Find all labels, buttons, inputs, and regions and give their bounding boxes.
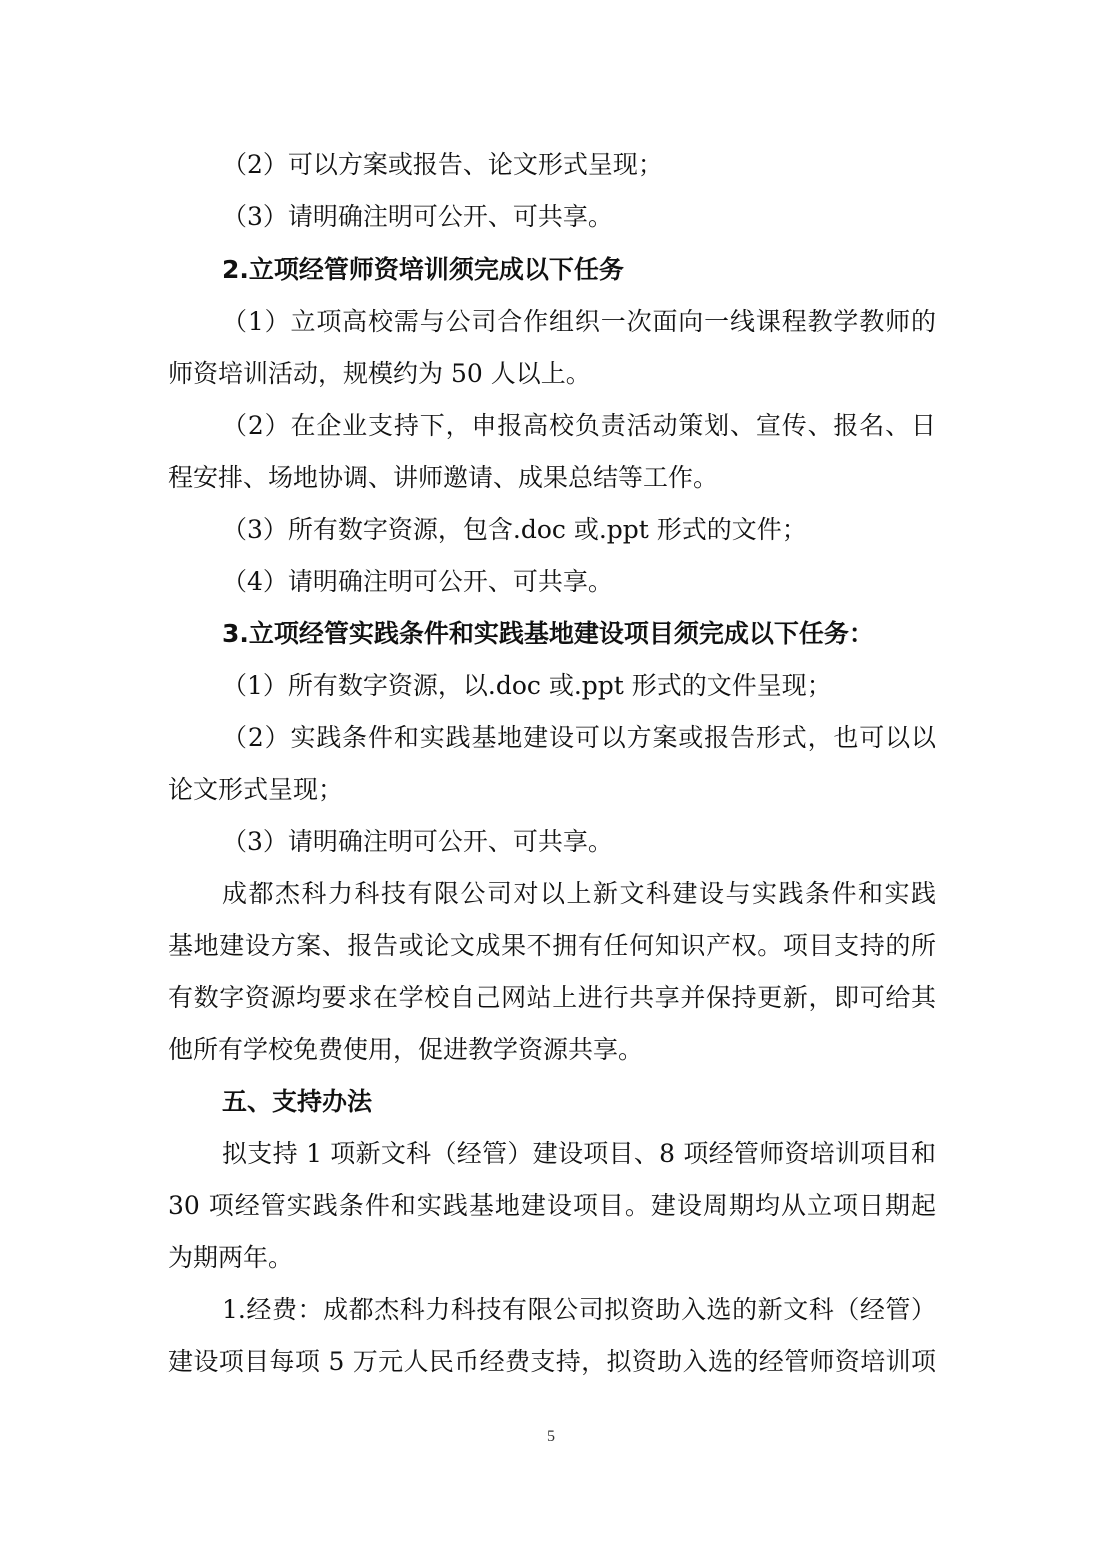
paragraph-line: 1.经费：成都杰科力科技有限公司拟资助入选的新文科（经管） [222, 1295, 936, 1324]
list-item-3-public: （3）请明确注明可公开、可共享。 [222, 202, 613, 231]
paragraph-line: 建设项目每项 5 万元人民币经费支持，拟资助入选的经管师资培训项 [168, 1347, 936, 1376]
page-number: 5 [547, 1428, 555, 1445]
paragraph-line: （3）所有数字资源，包含.doc 或.ppt 形式的文件； [222, 515, 807, 544]
paragraph-line: 成都杰科力科技有限公司对以上新文科建设与实践条件和实践 [222, 879, 936, 908]
paragraph-line: （1）所有数字资源，以.doc 或.ppt 形式的文件呈现； [222, 671, 832, 700]
paragraph-line: 基地建设方案、报告或论文成果不拥有任何知识产权。项目支持的所 [168, 931, 936, 960]
paragraph-line: 拟支持 1 项新文科（经管）建设项目、8 项经管师资培训项目和 [222, 1139, 936, 1168]
paragraph-line: （4）请明确注明可公开、可共享。 [222, 567, 613, 596]
paragraph-line: （3）请明确注明可公开、可共享。 [222, 827, 613, 856]
paragraph-line: （1）立项高校需与公司合作组织一次面向一线课程教学教师的 [222, 307, 936, 336]
paragraph-line: 论文形式呈现； [168, 775, 344, 804]
paragraph-line: 他所有学校免费使用，促进教学资源共享。 [168, 1035, 644, 1064]
paragraph-line: （2）实践条件和实践基地建设可以方案或报告形式，也可以以 [222, 723, 936, 752]
paragraph-line: 为期两年。 [168, 1243, 294, 1272]
paragraph-line: 程安排、场地协调、讲师邀请、成果总结等工作。 [168, 463, 719, 492]
section-heading-3: 3.立项经管实践条件和实践基地建设项目须完成以下任务： [222, 619, 874, 648]
section-heading-2: 2.立项经管师资培训须完成以下任务 [222, 255, 624, 284]
paragraph-line: 30 项经管实践条件和实践基地建设项目。建设周期均从立项日期起 [168, 1191, 936, 1220]
paragraph-line: 师资培训活动，规模约为 50 人以上。 [168, 359, 591, 388]
paragraph-line: （2）在企业支持下，申报高校负责活动策划、宣传、报名、日 [222, 411, 936, 440]
paragraph-line: 有数字资源均要求在学校自己网站上进行共享并保持更新，即可给其 [168, 983, 936, 1012]
section-heading-support: 五、支持办法 [222, 1087, 373, 1116]
list-item-2-format: （2）可以方案或报告、论文形式呈现； [222, 150, 663, 179]
